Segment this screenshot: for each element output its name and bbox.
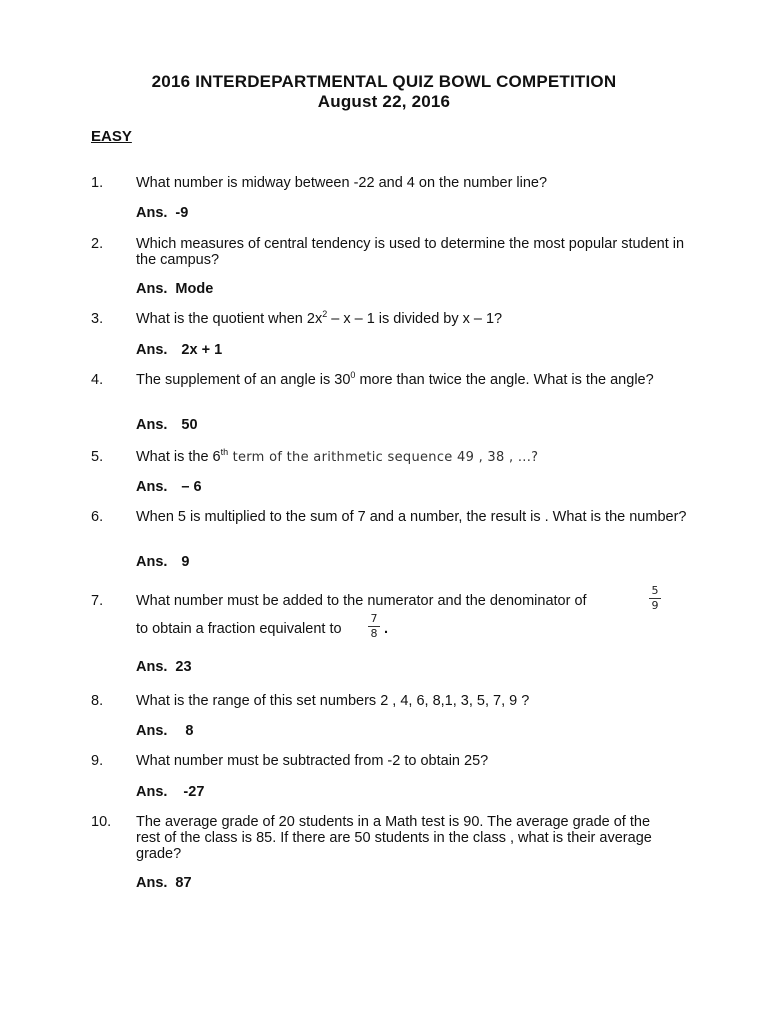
answer (136, 479, 202, 495)
question-text-period: . (384, 621, 389, 637)
question-number: 6. (91, 509, 104, 525)
answer-value: 9 (181, 554, 190, 570)
question-text: What is the range of this set numbers 2 , 4, 6, 8,1, 3, 5, 7, 9 ? (136, 693, 530, 709)
answer-label: Ans. (136, 723, 168, 739)
question-text: When 5 is multiplied to the sum of 7 and a number, the result is . What is the number? (136, 509, 687, 525)
question-text: The supplement of an angle is $30^0$ more than twice the angle. What is the angle? (136, 370, 654, 388)
question-number: 5. (91, 449, 104, 465)
question-number: 7. (91, 593, 104, 609)
question-text: The average grade of 20 students in a Math test is 90. The average grade of the rest of the class is 85. If there are 50 students in the class , what is their average grade? (136, 814, 652, 862)
question-text: What number must be subtracted from -2 to obtain 25? (136, 753, 489, 769)
answer (136, 417, 198, 433)
question-number: 10. (91, 814, 112, 830)
answer-label: Ans. (136, 784, 168, 800)
answer-label: Ans. (136, 281, 168, 297)
answer-value: Mode (175, 281, 214, 297)
answer-label: Ans. (136, 205, 168, 221)
answer-value: 87 (175, 875, 192, 891)
answer-value: – 6 (181, 479, 202, 495)
question-text: Which measures of central tendency is used to determine the most popular student in the campus? (136, 236, 685, 268)
answer (136, 205, 188, 221)
question-number: 3. (91, 311, 104, 327)
answer (136, 281, 213, 297)
answer-label: Ans. (136, 479, 168, 495)
answer (136, 554, 190, 570)
document-title: 2016 INTERDEPARTMENTAL QUIZ BOWL COMPETITION (151, 72, 617, 91)
answer-value: 50 (181, 417, 198, 433)
answer-label: Ans. (136, 659, 168, 675)
question-number: 1. (91, 175, 104, 191)
answer-value: -9 (175, 205, 189, 221)
section-heading-easy: EASY (91, 128, 132, 145)
question-text: What number must be added to the numerator and the denominator of (136, 593, 587, 609)
answer (136, 723, 194, 739)
question-text: What is the quotient when $2x^2$ – x – 1 is divided by x – 1? (136, 309, 503, 327)
answer-label: Ans. (136, 554, 168, 570)
fraction-7-8: 7 8 (368, 613, 380, 640)
question-number: 8. (91, 693, 104, 709)
answer-label: Ans. (136, 342, 168, 358)
answer-value: 2x + 1 (181, 342, 223, 358)
answer (136, 875, 192, 891)
answer-value: 8 (185, 723, 194, 739)
fraction-5-9: 5 9 (649, 585, 661, 612)
answer (136, 342, 222, 358)
question-number: 2. (91, 236, 104, 252)
question-text-line2: to obtain a fraction equivalent to (136, 621, 342, 637)
answer-value: 23 (175, 659, 192, 675)
answer (136, 784, 204, 800)
answer-label: Ans. (136, 875, 168, 891)
answer-value: -27 (183, 784, 205, 800)
question-text: What number is midway between -22 and 4 on the number line? (136, 175, 548, 191)
answer (136, 659, 192, 675)
question-number: 4. (91, 372, 104, 388)
question-text: What is the 6th term of the arithmetic sequence 49 , 38 , ...? (136, 447, 539, 465)
answer-label: Ans. (136, 417, 168, 433)
document-date: August 22, 2016 (317, 92, 451, 111)
question-number: 9. (91, 753, 104, 769)
